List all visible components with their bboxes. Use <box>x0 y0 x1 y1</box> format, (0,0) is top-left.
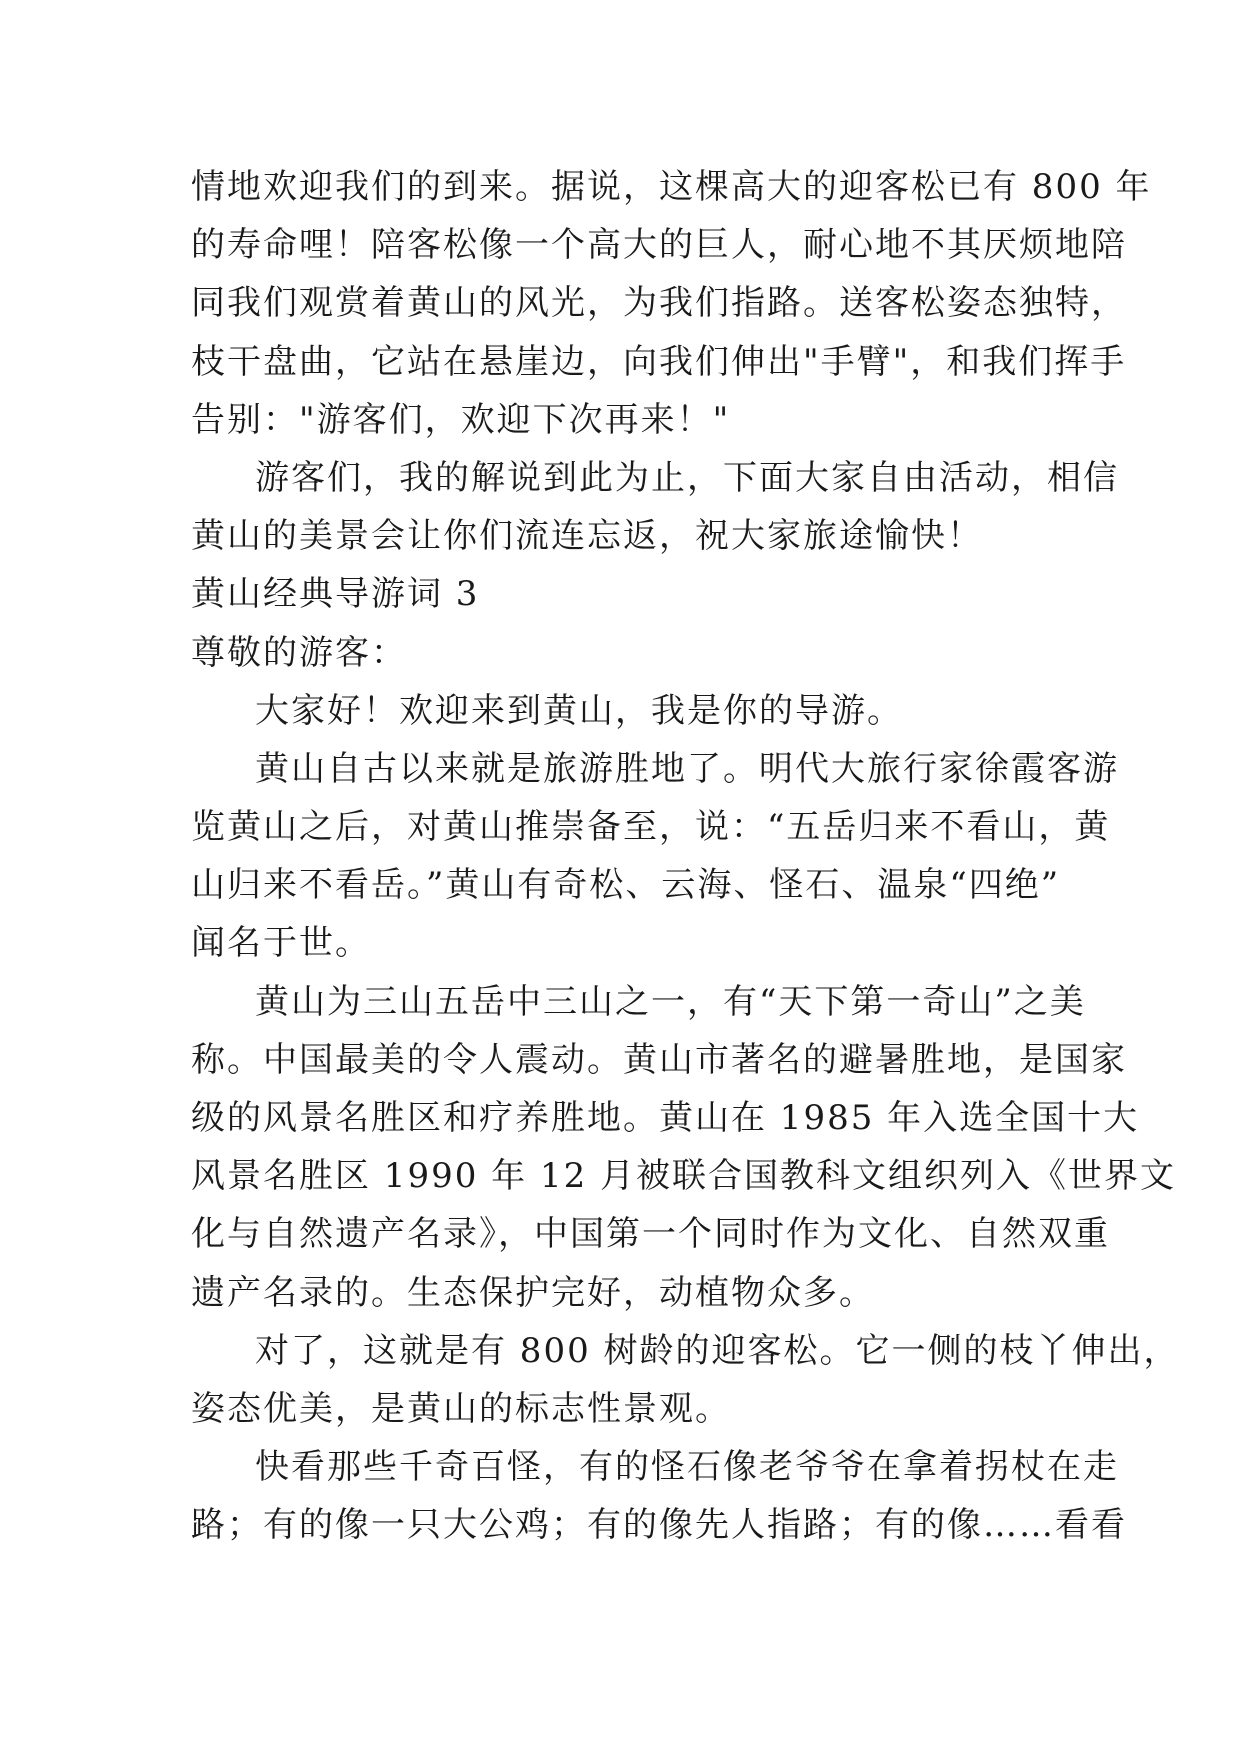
text-line: 风景名胜区 1990 年 12 月被联合国教科文组织列入《世界文 <box>191 1156 1177 1197</box>
text-line: 称。中国最美的令人震动。黄山市著名的避暑胜地，是国家 <box>191 1039 1127 1080</box>
text-line: 游客们，我的解说到此为止，下面大家自由活动，相信 <box>255 457 1119 498</box>
text-line: 告别："游客们，欢迎下次再来！" <box>191 399 731 440</box>
body-text <box>191 158 1180 1555</box>
text-line: 枝干盘曲，它站在悬崖边，向我们伸出"手臂"，和我们挥手 <box>191 341 1127 382</box>
text-line: 山归来不看岳。”黄山有奇松、云海、怪石、温泉“四绝” <box>191 865 1061 906</box>
text-line: 路；有的像一只大公鸡；有的像先人指路；有的像……看看 <box>191 1505 1127 1546</box>
text-line: 的寿命哩！陪客松像一个高大的巨人，耐心地不其厌烦地陪 <box>191 225 1127 266</box>
text-line: 情地欢迎我们的到来。据说，这棵高大的迎客松已有 800 年 <box>191 167 1152 207</box>
text-line: 姿态优美，是黄山的标志性景观。 <box>191 1388 731 1429</box>
text-line: 大家好！欢迎来到黄山，我是你的导游。 <box>255 690 903 731</box>
text-line: 黄山的美景会让你们流连忘返，祝大家旅途愉快！ <box>191 516 983 557</box>
text-line: 黄山为三山五岳中三山之一，有“天下第一奇山”之美 <box>255 981 1086 1022</box>
text-line: 览黄山之后，对黄山推崇备至，说：“五岳归来不看山，黄 <box>191 807 1111 848</box>
text-line: 遗产名录的。生态保护完好，动植物众多。 <box>191 1272 875 1313</box>
text-line: 对了，这就是有 800 树龄的迎客松。它一侧的枝丫伸出， <box>255 1330 1180 1371</box>
section-heading: 黄山经典导游词 3 <box>191 574 480 615</box>
text-line: 级的风景名胜区和疗养胜地。黄山在 1985 年入选全国十大 <box>191 1098 1140 1138</box>
text-line: 黄山自古以来就是旅游胜地了。明代大旅行家徐霞客游 <box>255 748 1119 789</box>
text-line: 同我们观赏着黄山的风光，为我们指路。送客松姿态独特， <box>191 283 1127 324</box>
salutation: 尊敬的游客： <box>191 632 407 673</box>
text-line: 化与自然遗产名录》，中国第一个同时作为文化、自然双重 <box>191 1214 1110 1255</box>
text-line: 快看那些千奇百怪，有的怪石像老爷爷在拿着拐杖在走 <box>255 1447 1119 1488</box>
text-line: 闻名于世。 <box>191 923 371 964</box>
